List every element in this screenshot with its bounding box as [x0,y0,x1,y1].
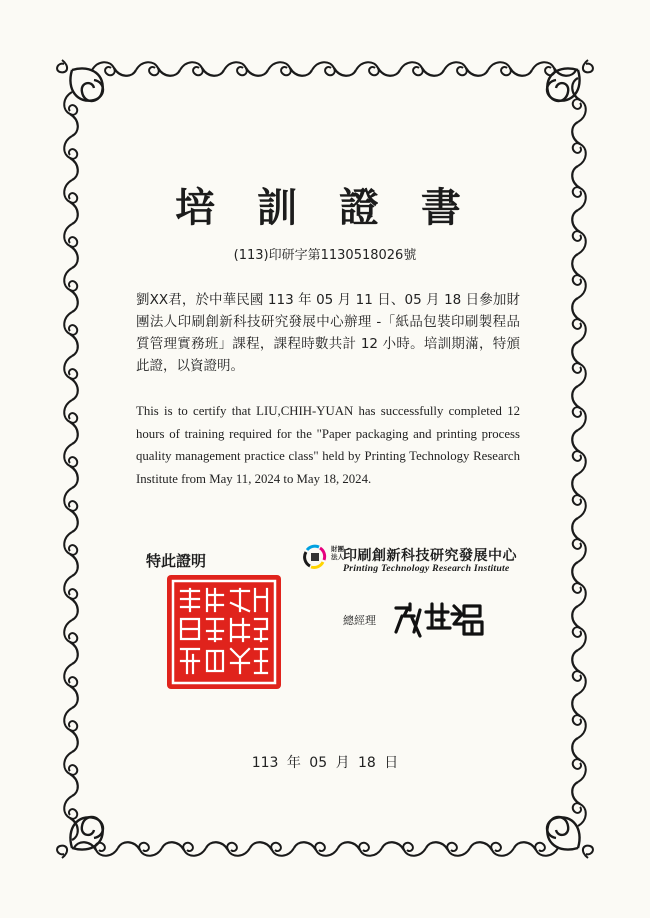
certificate-body-chinese: 劉XX君，於中華民國 113 年 05 月 11 日、05 月 18 日參加財團法人印刷創新科技研究發展中心辦理 -「紙品包裝印刷製程品質管理實務班」課程，課程時數共計 12 小時。培訓期滿，特頒此證，以資證明。 [136,292,520,374]
attest-label: 特此證明 [146,552,207,570]
certificate-title: 培 訓 證 書 [175,185,475,231]
institute-name-chinese: 印刷創新科技研究發展中心 [343,548,517,564]
general-manager-label: 總經理 [343,614,376,627]
certificate-number: (113)印研字第1130518026號 [233,248,417,263]
official-seal [167,575,281,689]
issue-date: 113 年 05 月 18 日 [251,755,399,771]
institute-prefix: 財團 法人 [331,545,344,561]
institute-name-english: Printing Technology Research Institute [343,563,510,574]
certificate-body-english: This is to certify that LIU,CHIH-YUAN has successfully completed 12 hours of training required for the "Paper packaging and printing process quality management practice class" held by Printing Technology Research Institute from May 11, 2024 to May 18, 2024. [136,404,520,486]
printing-institute-logo-icon [303,544,327,572]
general-manager-signature [390,596,490,642]
